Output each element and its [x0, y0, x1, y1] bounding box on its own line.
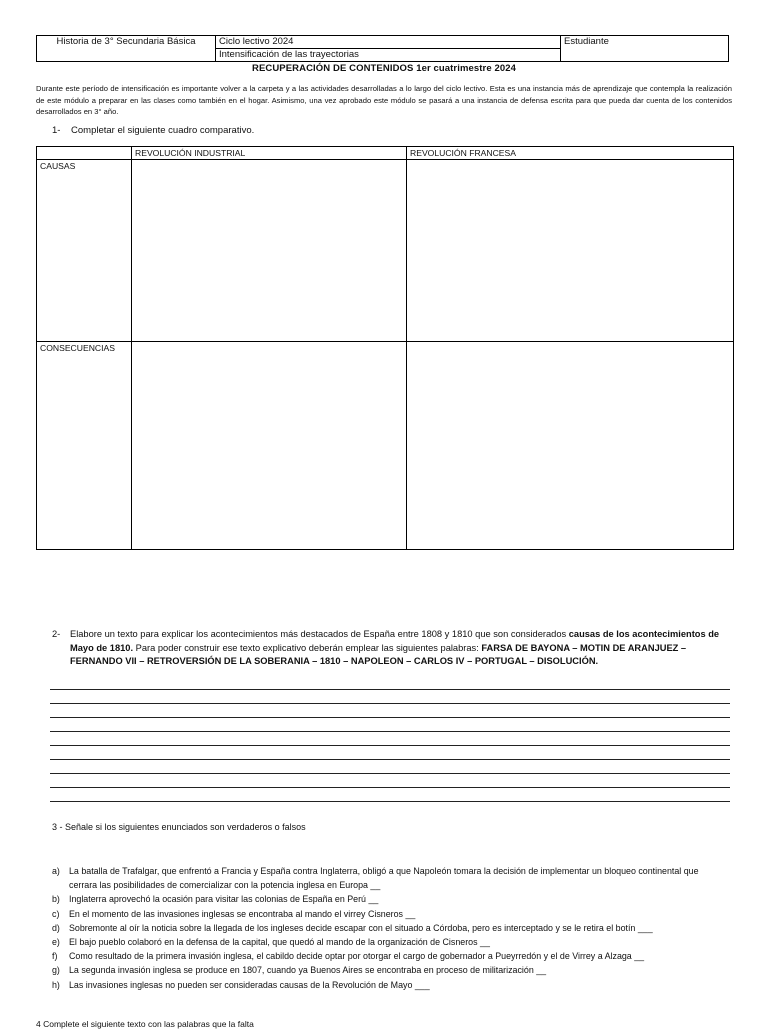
intro-paragraph: Durante este período de intensificación es importante volver a la carpeta y a las actividades desarrolladas a lo largo del ciclo lectivo. Esta es una instancia más de aprendizaje que contempla la realización de este módulo a preparar en las clases como también en el hogar. Asimismo, una vez aprobado este módulo se pasará a una instancia de defensa escrita para que pueda dar cuenta de los contenidos desarrollados en 3° año. [36, 84, 732, 116]
answer-line[interactable] [50, 759, 730, 760]
answer-line[interactable] [50, 731, 730, 732]
column-header-industrial: REVOLUCIÓN INDUSTRIAL [132, 147, 407, 160]
question-2-number: 2- [52, 629, 61, 639]
item-letter: a) [52, 866, 60, 876]
item-text: En el momento de las invasiones inglesas se encontraba al mando el virrey Cisneros __ [69, 908, 416, 919]
list-item [52, 963, 722, 977]
answer-line[interactable] [50, 717, 730, 718]
question-2 [52, 628, 722, 669]
question-2-text [52, 628, 722, 669]
item-letter: g) [52, 965, 60, 976]
list-item [52, 907, 722, 921]
item-text: La batalla de Trafalgar, que enfrentó a Francia y España contra Inglaterra, obligó a que Napoleón tomara la decisión de implementar un bloqueo continental que cerrara las posibilidades de comercializar con la potencia inglesa en Europa __ [69, 866, 699, 891]
corner-cell [37, 147, 132, 160]
answer-line[interactable] [50, 689, 730, 690]
list-item [52, 921, 722, 935]
question-2-text-c: Para poder construir ese texto explicativo deberán emplear las siguientes palabras: [133, 642, 482, 653]
list-item [52, 935, 722, 949]
answer-line[interactable] [50, 703, 730, 704]
year-cell: Ciclo lectivo 2024 [216, 36, 561, 49]
row-header-causes: CAUSAS [37, 160, 132, 342]
comparison-table [36, 146, 734, 550]
student-cell: Estudiante [561, 36, 729, 62]
answer-line[interactable] [50, 773, 730, 774]
page-title: RECUPERACIÓN DE CONTENIDOS 1er cuatrimestre 2024 [251, 63, 517, 74]
list-item [52, 892, 722, 906]
item-letter: f) [52, 951, 58, 962]
list-item [52, 978, 722, 992]
cell-consequences-industrial[interactable] [132, 342, 407, 550]
list-item [52, 949, 722, 963]
question-2-text-a: Elabore un texto para explicar los acontecimientos más destacados de España entre 1808 y 1810 que son considerados [70, 629, 569, 639]
question-1-number: 1- [52, 125, 61, 136]
question-1 [52, 125, 254, 136]
answer-line[interactable] [50, 801, 730, 802]
answer-line[interactable] [50, 745, 730, 746]
answer-line[interactable] [50, 787, 730, 788]
cell-causes-french[interactable] [407, 160, 734, 342]
true-false-list [52, 864, 722, 992]
item-letter: e) [52, 937, 60, 948]
question-4-text: 4 Complete el siguiente texto con las palabras que la falta [36, 1019, 254, 1029]
program-cell: Intensificación de las trayectorias [216, 49, 561, 62]
cell-consequences-french[interactable] [407, 342, 734, 550]
item-text: El bajo pueblo colaboró en la defensa de la capital, que quedó al mando de la organización de Cisneros __ [69, 937, 490, 948]
item-text: La segunda invasión inglesa se produce en 1807, cuando ya Buenos Aires se encontraba en proceso de militarización __ [69, 965, 547, 976]
item-text: Inglaterra aprovechó la ocasión para visitar las colonias de España en Perú __ [69, 894, 379, 905]
row-header-consequences: CONSECUENCIAS [37, 342, 132, 550]
question-2-keywords: FARSA DE BAYONA – MOTIN DE ARANJUEZ – FERNANDO VII – RETROVERSIÓN DE LA SOBERANIA – 1810 – NAPOLEON – CARLOS IV – PORTUGAL – DISOLUCIÓN. [70, 642, 687, 666]
subject-cell: Historia de 3° Secundaria Básica [37, 36, 216, 62]
question-2-highlight: causas de los acontecimientos de Mayo de 1810. [70, 629, 720, 653]
item-text: Sobremonte al oír la noticia sobre la llegada de los ingleses decide escapar con el situado a Córdoba, pero es interceptado y se le retira el botín ___ [69, 922, 653, 933]
item-letter: c) [52, 908, 60, 919]
item-text: Como resultado de la primera invasión inglesa, el cabildo decide optar por otorgar el cargo de gobernador a Pueyrredón y el de Virrey a Alzaga __ [69, 951, 645, 962]
item-text: Las invasiones inglesas no pueden ser consideradas causas de la Revolución de Mayo ___ [69, 979, 430, 990]
header-table [36, 35, 729, 62]
item-letter: h) [52, 979, 60, 990]
cell-causes-industrial[interactable] [132, 160, 407, 342]
question-3-text: 3 - Señale si los siguientes enunciados son verdaderos o falsos [52, 822, 306, 832]
column-header-french: REVOLUCIÓN FRANCESA [407, 147, 734, 160]
item-letter: b) [52, 894, 60, 905]
question-1-text: Completar el siguiente cuadro comparativo. [71, 125, 255, 136]
item-letter: d) [52, 922, 60, 933]
list-item [52, 864, 722, 892]
